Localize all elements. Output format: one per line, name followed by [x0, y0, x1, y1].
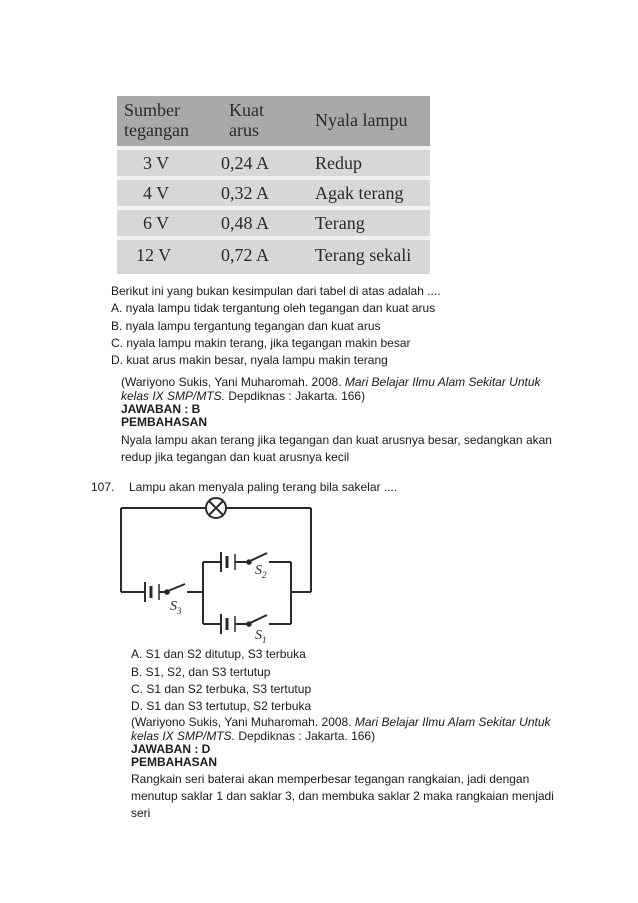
- cell-lamp: Redup: [315, 153, 362, 173]
- answer-label: JAWABAN : D: [131, 742, 211, 756]
- header-current: Kuat arus: [229, 100, 264, 140]
- source-suffix: Depdiknas : Jakarta. 166): [235, 729, 376, 743]
- battery-icon: [221, 552, 235, 572]
- switch-s3-icon: [165, 584, 185, 594]
- cell-current: 0,24 A: [221, 153, 270, 173]
- cell-lamp: Agak terang: [315, 183, 404, 203]
- table-row: [117, 176, 430, 206]
- discussion-text: seri: [131, 806, 151, 820]
- switch-s2-label: $S_2$: [255, 563, 267, 580]
- cell-voltage: 4 V: [143, 183, 170, 203]
- option-d: D. kuat arus makin besar, nyala lampu makin terang: [111, 353, 388, 367]
- discussion-text: redup jika tegangan dan kuat arusnya kecil: [121, 450, 350, 464]
- source-title: Mari Belajar Ilmu Alam Sekitar Untuk: [354, 715, 551, 729]
- table-row: [117, 146, 430, 176]
- source-prefix: (Wariyono Sukis, Yani Muharomah. 2008.: [121, 375, 345, 389]
- cell-current: 0,48 A: [221, 213, 270, 233]
- switch-s3-label: $S_3$: [170, 599, 182, 616]
- discussion-text: Rangkain seri baterai akan memperbesar tegangan rangkaian, jadi dengan: [131, 772, 530, 786]
- cell-current: 0,72 A: [221, 245, 270, 265]
- table-row: [117, 206, 430, 236]
- cell-voltage: 6 V: [143, 213, 170, 233]
- question-number: 107.: [91, 480, 115, 494]
- source-title: kelas IX SMP/MTS.: [131, 729, 236, 743]
- cell-voltage: 3 V: [143, 153, 170, 173]
- table-header: [117, 96, 430, 146]
- option-b: B. S1, S2, dan S3 tertutup: [131, 665, 271, 679]
- discussion-text: Nyala lampu akan terang jika tegangan dan kuat arusnya besar, sedangkan akan: [121, 433, 552, 447]
- cell-voltage: 12 V: [136, 245, 172, 265]
- option-c: C. nyala lampu makin terang, jika tegangan makin besar: [111, 336, 411, 350]
- cell-lamp: Terang sekali: [315, 245, 412, 265]
- option-a: A. nyala lampu tidak tergantung oleh tegangan dan kuat arus: [111, 301, 436, 315]
- question-106-text: Berikut ini yang bukan kesimpulan dari tabel di atas adalah ....: [111, 284, 441, 298]
- source-prefix: (Wariyono Sukis, Yani Muharomah. 2008.: [131, 715, 355, 729]
- option-c: C. S1 dan S2 terbuka, S3 tertutup: [131, 682, 312, 696]
- source-title: Mari Belajar Ilmu Alam Sekitar Untuk: [344, 375, 541, 389]
- header-voltage: Sumber tegangan: [124, 100, 189, 140]
- option-b: B. nyala lampu tergantung tegangan dan kuat arus: [111, 319, 381, 333]
- cell-current: 0,32 A: [221, 183, 270, 203]
- source-suffix: Depdiknas : Jakarta. 166): [225, 389, 366, 403]
- discussion-heading: PEMBAHASAN: [121, 415, 208, 429]
- battery-icon: [221, 614, 235, 634]
- switch-s1-icon: [247, 615, 267, 626]
- source-title: kelas IX SMP/MTS.: [121, 389, 226, 403]
- data-table: [117, 96, 430, 274]
- header-lamp: Nyala lampu: [315, 110, 408, 130]
- battery-icon: [145, 582, 159, 602]
- cell-lamp: Terang: [315, 213, 365, 233]
- circuit-diagram: [115, 496, 325, 646]
- discussion-text: menutup saklar 1 dan saklar 3, dan membuka saklar 2 maka rangkaian menjadi: [131, 789, 554, 803]
- switch-s1-label: $S_1$: [255, 628, 267, 645]
- lamp-icon: [206, 498, 226, 518]
- question-107-text: Lampu akan menyala paling terang bila sakelar ....: [129, 480, 398, 494]
- answer-label: JAWABAN : B: [121, 402, 201, 416]
- option-a: A. S1 dan S2 ditutup, S3 terbuka: [131, 647, 306, 661]
- discussion-heading: PEMBAHASAN: [131, 755, 218, 769]
- option-d: D. S1 dan S3 tertutup, S2 terbuka: [131, 699, 312, 713]
- table-row: [117, 236, 430, 274]
